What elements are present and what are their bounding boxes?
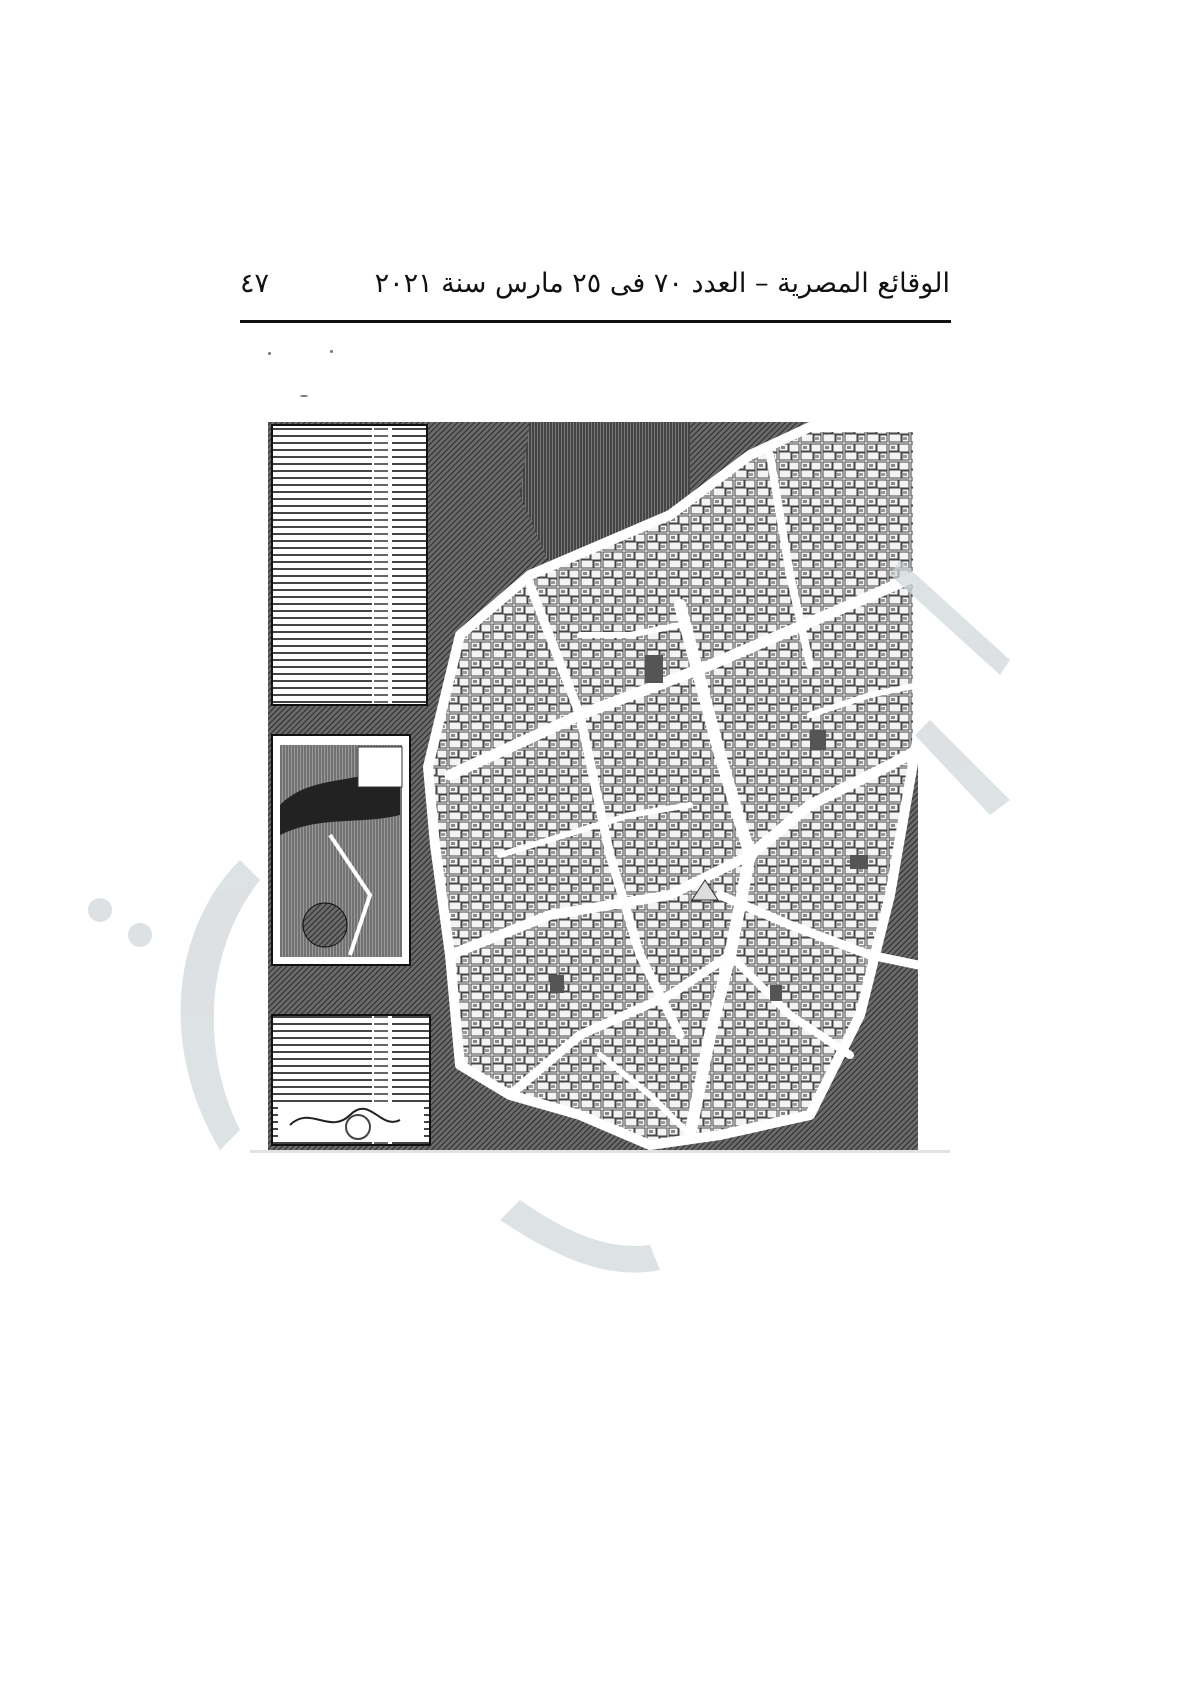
page-header — [240, 268, 950, 308]
decree-text-panel — [272, 425, 427, 705]
page-number: ٤٧ — [240, 268, 270, 299]
page-title: الوقائع المصرية – العدد ٧٠ فى ٢٥ مارس سنة ٢٠٢١ — [374, 268, 950, 299]
scanned-map-figure — [250, 335, 950, 1235]
header-rule — [240, 320, 951, 323]
